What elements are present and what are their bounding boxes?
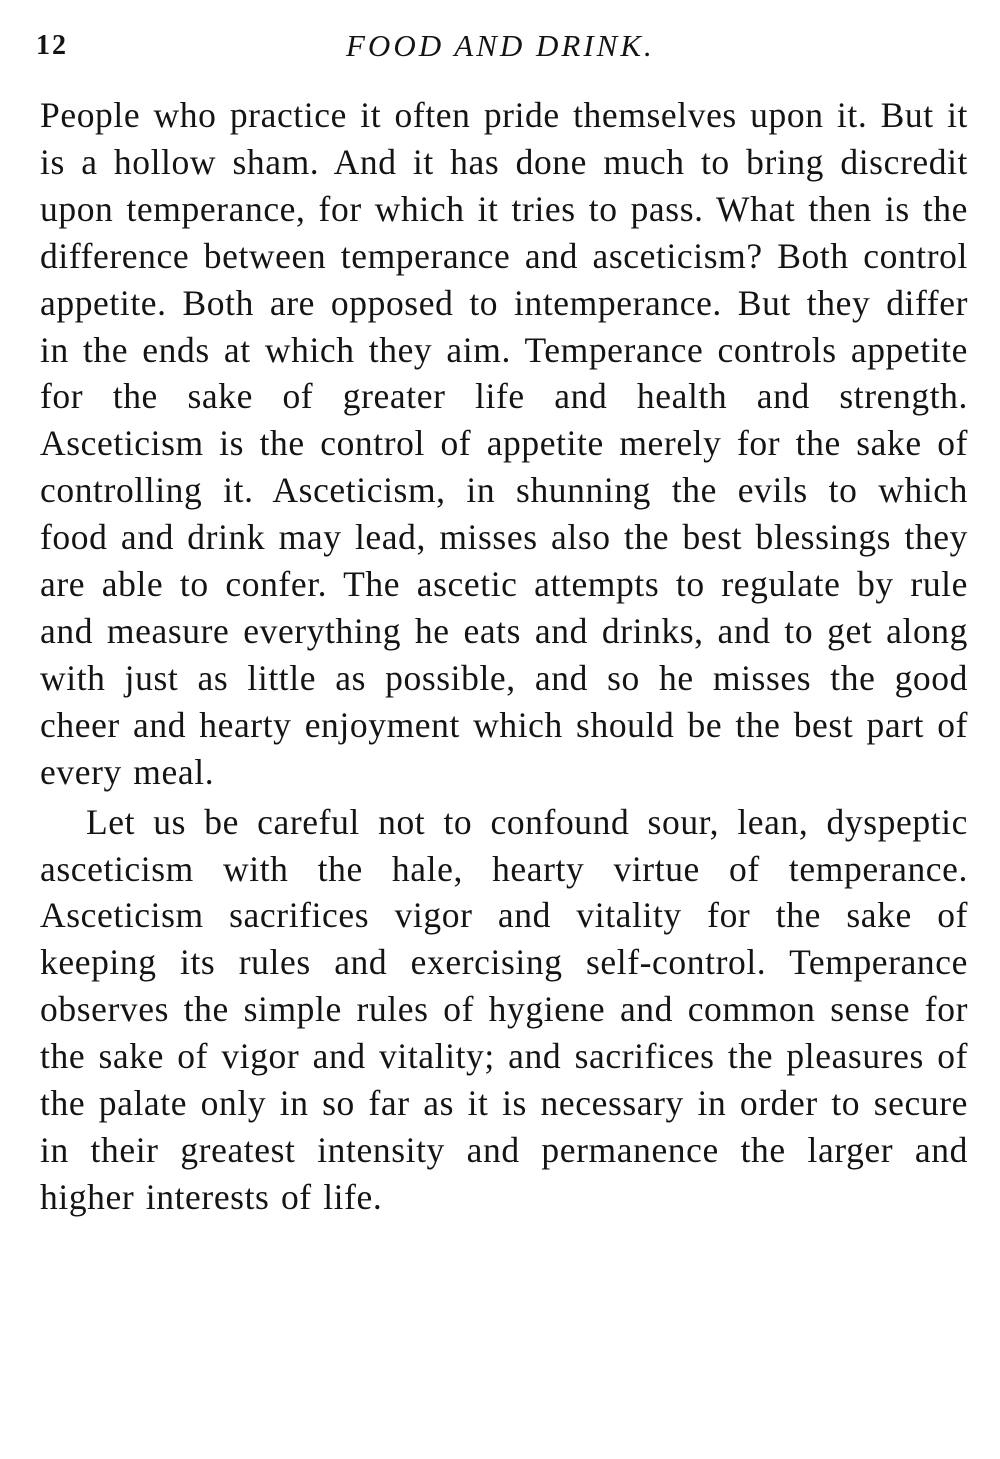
body-text xyxy=(40,92,968,1221)
page-number: 12 xyxy=(36,30,68,61)
paragraph-1: People who practice it often pride themselves upon it. But it is a hollow sham. And it has done much to bring discredit upon temperance, for which it tries to pass. What then is the difference between temperance and asceticism? Both control appetite. Both are opposed to intemperance. But they differ in the ends at which they aim. Temperance controls appetite for the sake of greater life and health and strength. Asceticism is the control of appetite merely for the sake of controlling it. Asceticism, in shunning the evils to which food and drink may lead, misses also the best blessings they are able to confer. The ascetic attempts to regulate by rule and measure everything he eats and drinks, and to get along with just as little as possible, and so he misses the good cheer and hearty enjoyment which should be the best part of every meal. xyxy=(40,95,968,792)
running-title: FOOD AND DRINK. xyxy=(346,28,655,63)
paragraph-2: Let us be careful not to confound sour, lean, dyspeptic asceticism with the hale, hearty virtue of temperance. Asceticism sacrifices vigor and vitality for the sake of keeping its rules and exercising self-control. Temperance observes the simple rules of hygiene and common sense for the sake of vigor and vitality; and sacrifices the pleasures of the palate only in so far as it is necessary in order to secure in their greatest intensity and permanence the larger and higher interests of life. xyxy=(40,801,968,1217)
page-header xyxy=(36,22,966,70)
